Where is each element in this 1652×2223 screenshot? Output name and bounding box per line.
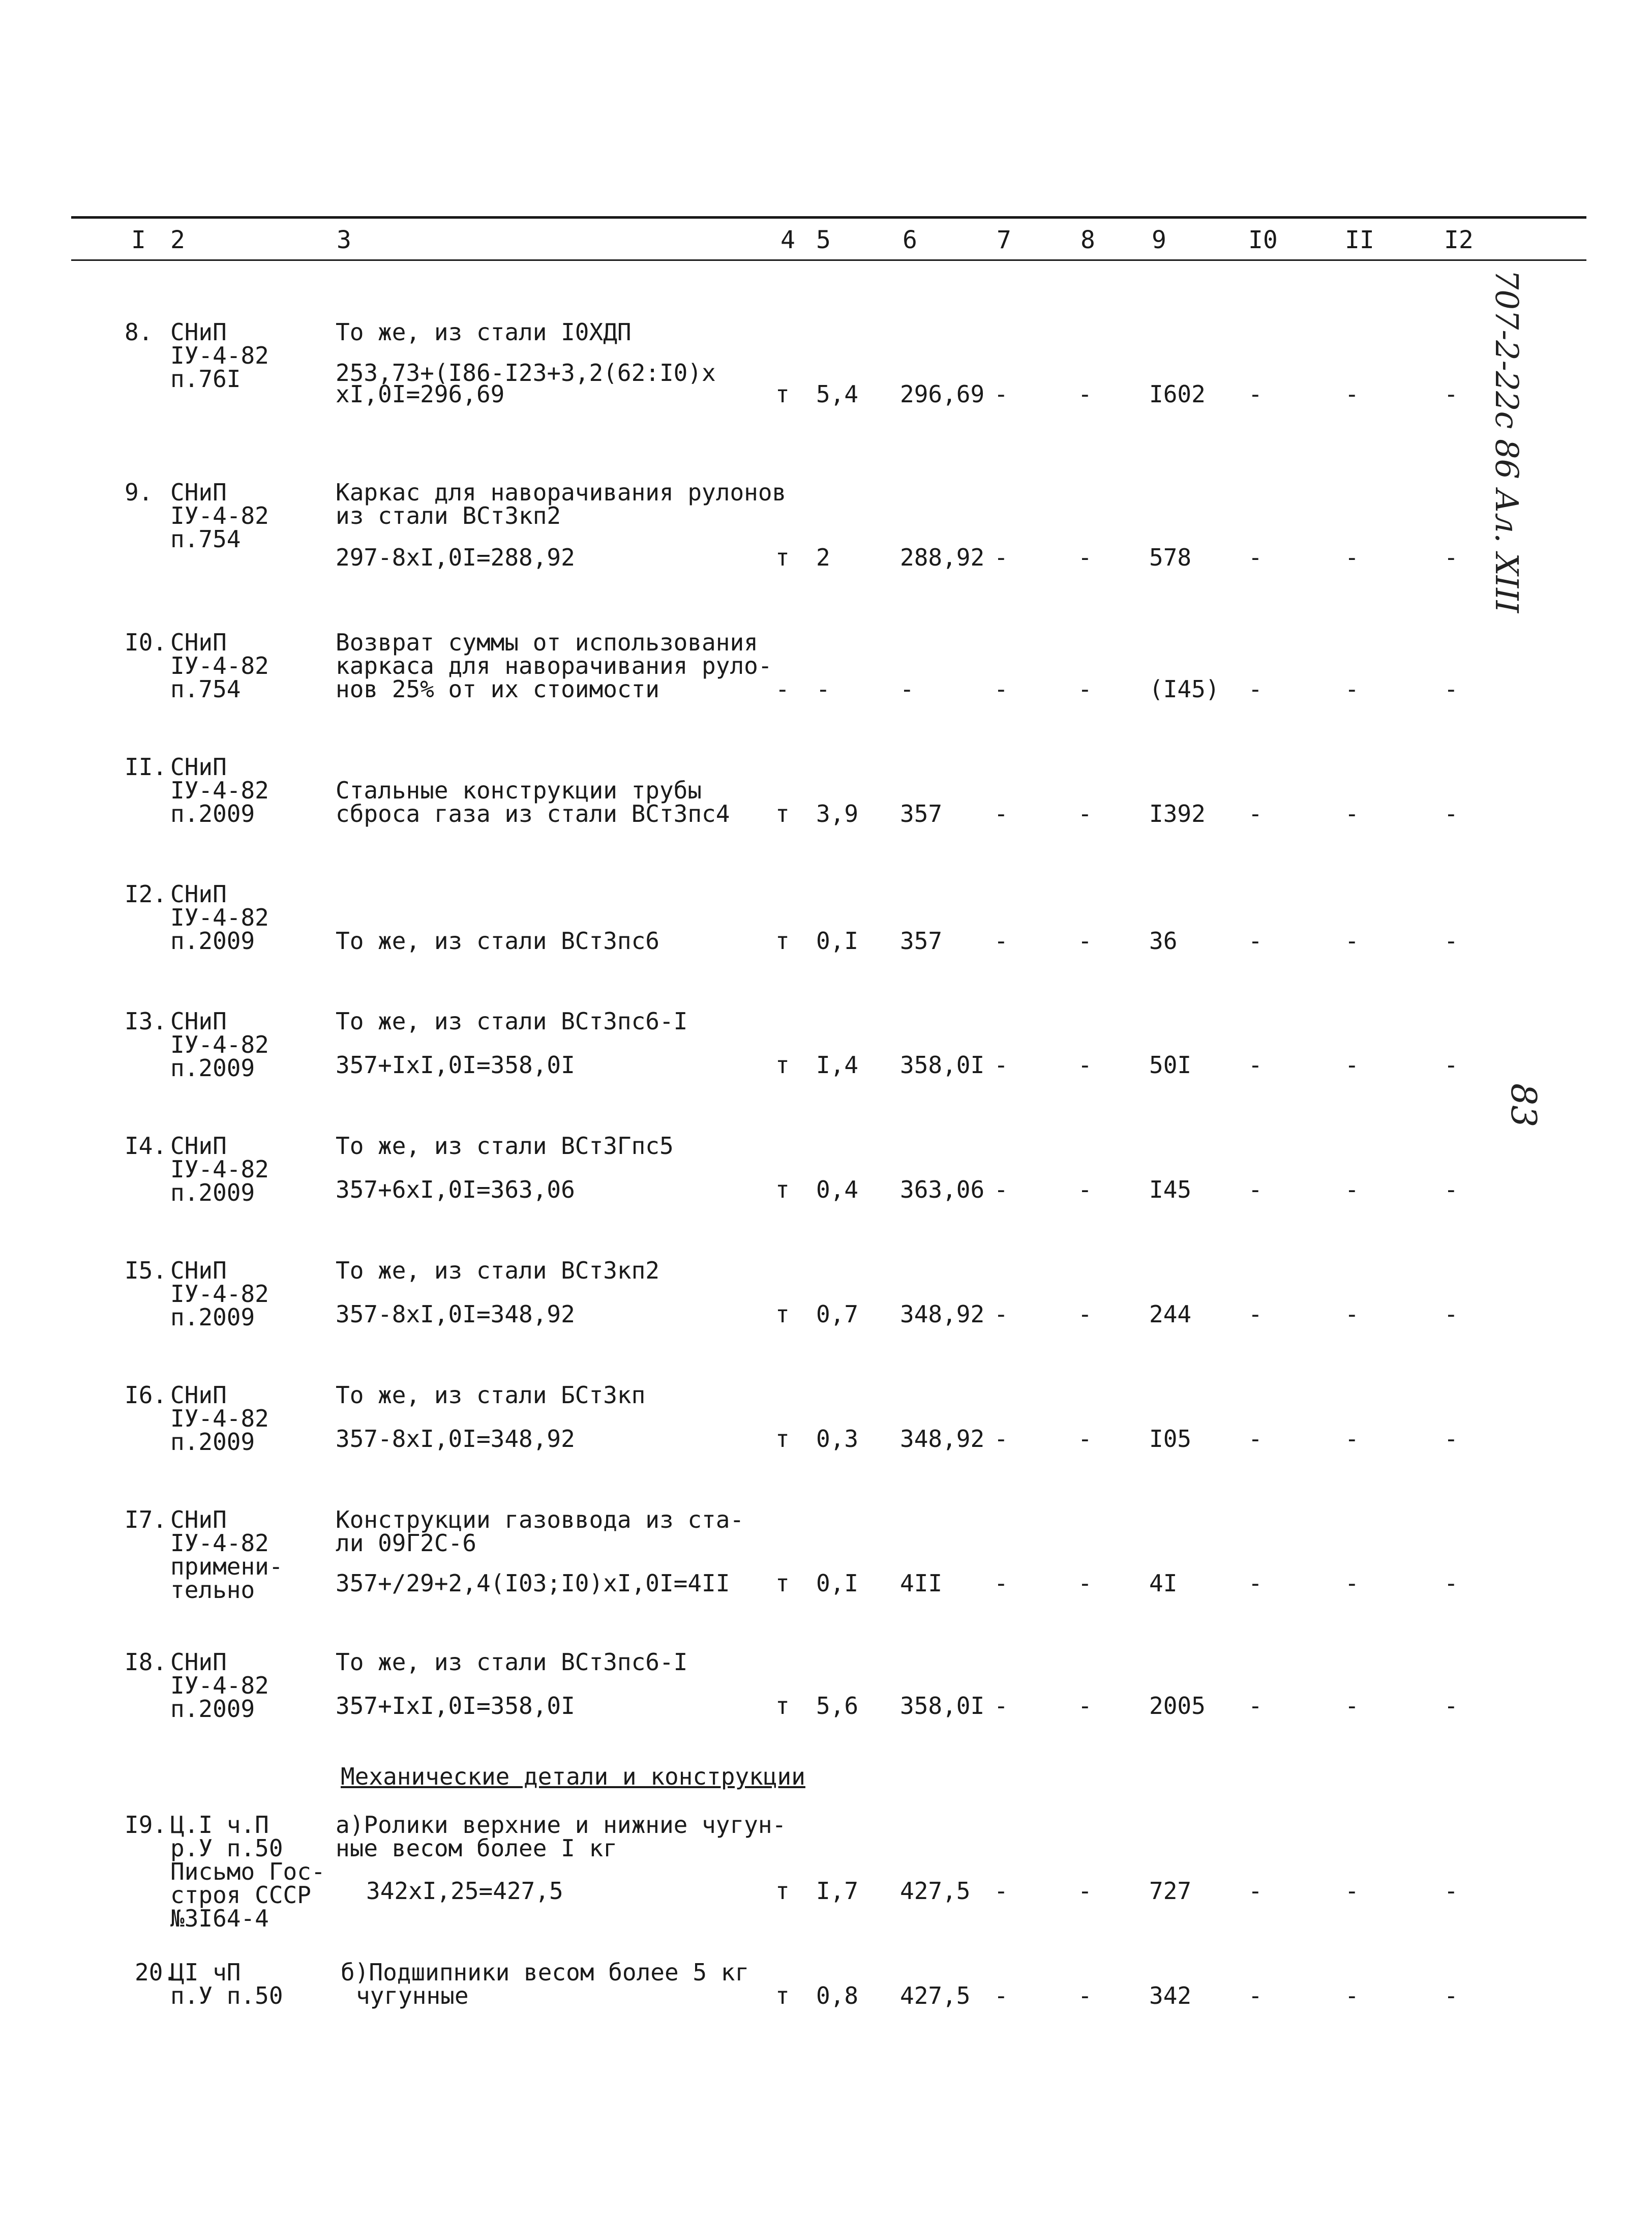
header-col-8: 8 xyxy=(1080,226,1095,254)
row-number: I7. xyxy=(125,1506,167,1533)
row-col-10: - xyxy=(1248,1176,1263,1203)
row-unit-price: 358,0I xyxy=(900,1051,985,1079)
row-unit-price: 348,92 xyxy=(900,1300,985,1328)
row-number: I6. xyxy=(125,1381,167,1409)
row-reference-line: СНиП xyxy=(170,479,227,506)
row-reference-line: СНиП xyxy=(170,880,227,908)
row-col-12: - xyxy=(1444,1982,1458,2009)
row-formula: 342хI,25=427,5 xyxy=(366,1877,563,1905)
header-col-6: 6 xyxy=(903,226,917,254)
row-col-10: - xyxy=(1248,1692,1263,1720)
row-quantity: I,7 xyxy=(816,1877,859,1905)
row-col-11: - xyxy=(1345,380,1359,408)
section-title: Механические детали и конструкции xyxy=(341,1763,805,1790)
row-col-11: - xyxy=(1345,1569,1359,1597)
row-quantity: 2 xyxy=(816,544,830,571)
row-col-8: - xyxy=(1078,927,1092,955)
row-col-11: - xyxy=(1345,675,1359,703)
row-col-11: - xyxy=(1345,1692,1359,1720)
row-description: Каркас для наворачивания рулонов xyxy=(336,479,787,506)
row-col-7: - xyxy=(994,1877,1008,1905)
row-description: нов 25% от их стоимости xyxy=(336,675,659,703)
header-col-7: 7 xyxy=(997,226,1011,254)
row-quantity: 0,I xyxy=(816,927,859,955)
row-reference-line: IУ-4-82 xyxy=(170,652,269,679)
row-col-8: - xyxy=(1078,1982,1092,2009)
row-total: 50I xyxy=(1149,1051,1192,1079)
row-description: То же, из стали ВСт3пс6-I xyxy=(336,1007,688,1035)
row-col-7: - xyxy=(994,1176,1008,1203)
row-unit-price: 363,06 xyxy=(900,1176,985,1203)
row-total: I05 xyxy=(1149,1425,1192,1453)
row-reference-line: IУ-4-82 xyxy=(170,1529,269,1557)
row-col-12: - xyxy=(1444,1300,1458,1328)
row-col-10: - xyxy=(1248,675,1263,703)
row-col-11: - xyxy=(1345,1877,1359,1905)
row-col-8: - xyxy=(1078,1877,1092,1905)
row-reference-line: п.754 xyxy=(170,675,241,703)
row-col-7: - xyxy=(994,1692,1008,1720)
row-reference-line: п.76I xyxy=(170,365,241,393)
row-col-10: - xyxy=(1248,380,1263,408)
row-col-8: - xyxy=(1078,800,1092,827)
row-total: (I45) xyxy=(1149,675,1220,703)
row-quantity: 0,3 xyxy=(816,1425,859,1453)
header-col-11: II xyxy=(1345,226,1374,254)
row-col-8: - xyxy=(1078,1051,1092,1079)
row-reference-line: п.2009 xyxy=(170,927,255,955)
row-unit: т xyxy=(775,1176,790,1203)
row-description: Возврат суммы от использования xyxy=(336,629,758,656)
row-col-8: - xyxy=(1078,544,1092,571)
row-reference-line: строя СССР xyxy=(170,1881,311,1909)
row-col-8: - xyxy=(1078,675,1092,703)
row-col-8: - xyxy=(1078,380,1092,408)
row-reference-line: примени- xyxy=(170,1553,283,1580)
row-col-12: - xyxy=(1444,1569,1458,1597)
row-formula: 357+/29+2,4(I03;I0)хI,0I=4II xyxy=(336,1569,730,1597)
header-col-2: 2 xyxy=(170,226,185,254)
row-col-12: - xyxy=(1444,544,1458,571)
row-formula: 297-8хI,0I=288,92 xyxy=(336,544,575,571)
row-description: а)Ролики верхние и нижние чугун- xyxy=(336,1811,787,1839)
row-reference-line: IУ-4-82 xyxy=(170,904,269,931)
row-col-10: - xyxy=(1248,927,1263,955)
row-description: То же, из стали ВСт3Гпс5 xyxy=(336,1132,674,1160)
row-col-12: - xyxy=(1444,380,1458,408)
row-col-12: - xyxy=(1444,1877,1458,1905)
row-description: из стали ВСт3кп2 xyxy=(336,502,561,529)
row-reference-line: IУ-4-82 xyxy=(170,1155,269,1183)
row-col-10: - xyxy=(1248,1877,1263,1905)
row-col-8: - xyxy=(1078,1176,1092,1203)
row-reference-line: СНиП xyxy=(170,1381,227,1409)
row-number: 20. xyxy=(135,1959,177,1986)
row-reference-line: СНиП xyxy=(170,1506,227,1533)
row-number: I2. xyxy=(125,880,167,908)
row-reference-line: СНиП xyxy=(170,1257,227,1284)
row-reference-line: п.2009 xyxy=(170,1695,255,1723)
row-unit: т xyxy=(775,380,790,408)
row-reference-line: СНиП xyxy=(170,629,227,656)
row-unit-price: 358,0I xyxy=(900,1692,985,1720)
row-total: 36 xyxy=(1149,927,1178,955)
row-reference-line: п.2009 xyxy=(170,1054,255,1082)
row-reference-line: п.2009 xyxy=(170,1179,255,1206)
row-unit-price: 357 xyxy=(900,800,943,827)
row-col-7: - xyxy=(994,800,1008,827)
row-total: I392 xyxy=(1149,800,1206,827)
row-quantity: 3,9 xyxy=(816,800,859,827)
row-number: I9. xyxy=(125,1811,167,1839)
row-col-7: - xyxy=(994,927,1008,955)
margin-document-code: 707-2-22с 86 Ал. XIII xyxy=(1488,270,1525,613)
row-unit: т xyxy=(775,1051,790,1079)
row-col-7: - xyxy=(994,1051,1008,1079)
row-col-12: - xyxy=(1444,800,1458,827)
row-reference-line: п.2009 xyxy=(170,1428,255,1456)
row-reference-line: п.754 xyxy=(170,525,241,553)
row-col-7: - xyxy=(994,1300,1008,1328)
row-reference-line: п.2009 xyxy=(170,1303,255,1331)
row-col-12: - xyxy=(1444,927,1458,955)
header-col-12: I2 xyxy=(1444,226,1474,254)
row-reference-line: IУ-4-82 xyxy=(170,342,269,369)
row-unit-price: 348,92 xyxy=(900,1425,985,1453)
row-reference-line: IУ-4-82 xyxy=(170,1031,269,1058)
row-unit-price: 357 xyxy=(900,927,943,955)
row-formula: хI,0I=296,69 xyxy=(336,380,505,408)
row-number: 9. xyxy=(125,479,153,506)
row-reference-line: IУ-4-82 xyxy=(170,1405,269,1432)
row-col-12: - xyxy=(1444,675,1458,703)
row-col-7: - xyxy=(994,1425,1008,1453)
row-reference-line: IУ-4-82 xyxy=(170,1672,269,1699)
row-col-12: - xyxy=(1444,1176,1458,1203)
row-reference-line: Ц.I ч.П xyxy=(170,1811,269,1839)
row-col-8: - xyxy=(1078,1569,1092,1597)
row-quantity: - xyxy=(816,675,830,703)
row-col-10: - xyxy=(1248,800,1263,827)
row-unit-price: 296,69 xyxy=(900,380,985,408)
row-quantity: 0,8 xyxy=(816,1982,859,2009)
row-description: каркаса для наворачивания рулo- xyxy=(336,652,772,679)
row-reference-line: СНиП xyxy=(170,318,227,346)
row-total: 727 xyxy=(1149,1877,1192,1905)
row-unit-price: 427,5 xyxy=(900,1982,971,2009)
row-unit: т xyxy=(775,1425,790,1453)
row-formula: 357-8хI,0I=348,92 xyxy=(336,1300,575,1328)
row-number: I5. xyxy=(125,1257,167,1284)
row-col-11: - xyxy=(1345,1425,1359,1453)
row-col-10: - xyxy=(1248,1425,1263,1453)
row-reference-line: СНиП xyxy=(170,1007,227,1035)
row-quantity: I,4 xyxy=(816,1051,859,1079)
row-reference-line: IУ-4-82 xyxy=(170,1280,269,1308)
row-reference-line: п.2009 xyxy=(170,800,255,827)
row-unit: т xyxy=(775,544,790,571)
row-reference-line: Письмо Гос- xyxy=(170,1858,325,1885)
row-description: То же, из стали ВСт3кп2 xyxy=(336,1257,659,1284)
row-unit-price: - xyxy=(900,675,914,703)
row-col-10: - xyxy=(1248,1051,1263,1079)
row-description: То же, из стали БСт3кп xyxy=(336,1381,646,1409)
row-reference-line: СНиП xyxy=(170,753,227,781)
row-col-11: - xyxy=(1345,1176,1359,1203)
row-reference-line: СНиП xyxy=(170,1648,227,1676)
row-formula: 357-8хI,0I=348,92 xyxy=(336,1425,575,1453)
row-number: II. xyxy=(125,753,167,781)
row-col-11: - xyxy=(1345,1982,1359,2009)
row-col-11: - xyxy=(1345,800,1359,827)
row-total: I45 xyxy=(1149,1176,1192,1203)
row-col-7: - xyxy=(994,380,1008,408)
row-total: I602 xyxy=(1149,380,1206,408)
header-col-9: 9 xyxy=(1152,226,1166,254)
row-total: 2005 xyxy=(1149,1692,1206,1720)
row-description: То же, из стали I0ХДП xyxy=(336,318,632,346)
row-col-8: - xyxy=(1078,1300,1092,1328)
row-col-10: - xyxy=(1248,544,1263,571)
row-quantity: 0,I xyxy=(816,1569,859,1597)
row-col-7: - xyxy=(994,1569,1008,1597)
row-unit-price: 288,92 xyxy=(900,544,985,571)
row-quantity: 0,7 xyxy=(816,1300,859,1328)
header-top-rule xyxy=(71,216,1586,219)
row-col-12: - xyxy=(1444,1425,1458,1453)
header-col-5: 5 xyxy=(816,226,831,254)
row-reference-line: ЦI чП xyxy=(170,1959,241,1986)
row-col-7: - xyxy=(994,1982,1008,2009)
row-unit-price: 4II xyxy=(900,1569,943,1597)
row-unit: т xyxy=(775,1569,790,1597)
row-col-8: - xyxy=(1078,1692,1092,1720)
row-quantity: 5,4 xyxy=(816,380,859,408)
row-total: 342 xyxy=(1149,1982,1192,2009)
row-reference-line: р.У п.50 xyxy=(170,1834,283,1862)
row-unit: т xyxy=(775,1982,790,2009)
row-col-7: - xyxy=(994,544,1008,571)
row-quantity: 0,4 xyxy=(816,1176,859,1203)
row-col-7: - xyxy=(994,675,1008,703)
row-unit: т xyxy=(775,800,790,827)
row-col-10: - xyxy=(1248,1569,1263,1597)
row-reference-line: IУ-4-82 xyxy=(170,777,269,804)
row-number: I0. xyxy=(125,629,167,656)
row-col-11: - xyxy=(1345,544,1359,571)
row-reference-line: СНиП xyxy=(170,1132,227,1160)
row-col-11: - xyxy=(1345,1051,1359,1079)
row-unit: т xyxy=(775,1877,790,1905)
row-number: I4. xyxy=(125,1132,167,1160)
row-description: чугунные xyxy=(356,1982,469,2009)
row-description: То же, из стали ВСт3пс6 xyxy=(336,927,659,955)
row-col-12: - xyxy=(1444,1692,1458,1720)
header-col-4: 4 xyxy=(780,226,795,254)
header-col-3: 3 xyxy=(337,226,351,254)
header-col-10: I0 xyxy=(1248,226,1278,254)
row-col-11: - xyxy=(1345,1300,1359,1328)
row-col-10: - xyxy=(1248,1982,1263,2009)
row-unit: т xyxy=(775,927,790,955)
row-formula: 357+6хI,0I=363,06 xyxy=(336,1176,575,1203)
row-number: I3. xyxy=(125,1007,167,1035)
row-col-8: - xyxy=(1078,1425,1092,1453)
row-quantity: 5,6 xyxy=(816,1692,859,1720)
row-unit-price: 427,5 xyxy=(900,1877,971,1905)
row-description: Стальные конструкции трубы xyxy=(336,777,702,804)
header-bottom-rule xyxy=(71,259,1586,261)
row-reference-line: тельно xyxy=(170,1576,255,1604)
row-description: ные весом более I кг xyxy=(336,1834,617,1862)
margin-page-number: 83 xyxy=(1503,1083,1543,1128)
row-description: Конструкции газоввода из ста- xyxy=(336,1506,744,1533)
header-col-1: I xyxy=(131,226,146,254)
row-total: 244 xyxy=(1149,1300,1192,1328)
row-total: 578 xyxy=(1149,544,1192,571)
row-unit: т xyxy=(775,1300,790,1328)
row-description: ли 09Г2С-6 xyxy=(336,1529,476,1557)
row-description: сброса газа из стали ВСт3пс4 xyxy=(336,800,730,827)
row-formula: 357+IхI,0I=358,0I xyxy=(336,1051,575,1079)
row-reference-line: п.У п.50 xyxy=(170,1982,283,2009)
row-number: 8. xyxy=(125,318,153,346)
row-unit: т xyxy=(775,1692,790,1720)
row-description: б)Подшипники весом более 5 кг xyxy=(341,1959,749,1986)
row-formula: 357+IхI,0I=358,0I xyxy=(336,1692,575,1720)
row-number: I8. xyxy=(125,1648,167,1676)
row-reference-line: IУ-4-82 xyxy=(170,502,269,529)
row-total: 4I xyxy=(1149,1569,1178,1597)
row-description: То же, из стали ВСт3пс6-I xyxy=(336,1648,688,1676)
row-col-12: - xyxy=(1444,1051,1458,1079)
row-formula: 253,73+(I86-I23+3,2(62:I0)х xyxy=(336,359,716,387)
row-unit: - xyxy=(775,675,790,703)
row-col-10: - xyxy=(1248,1300,1263,1328)
row-reference-line: №3I64-4 xyxy=(170,1905,269,1932)
row-col-11: - xyxy=(1345,927,1359,955)
